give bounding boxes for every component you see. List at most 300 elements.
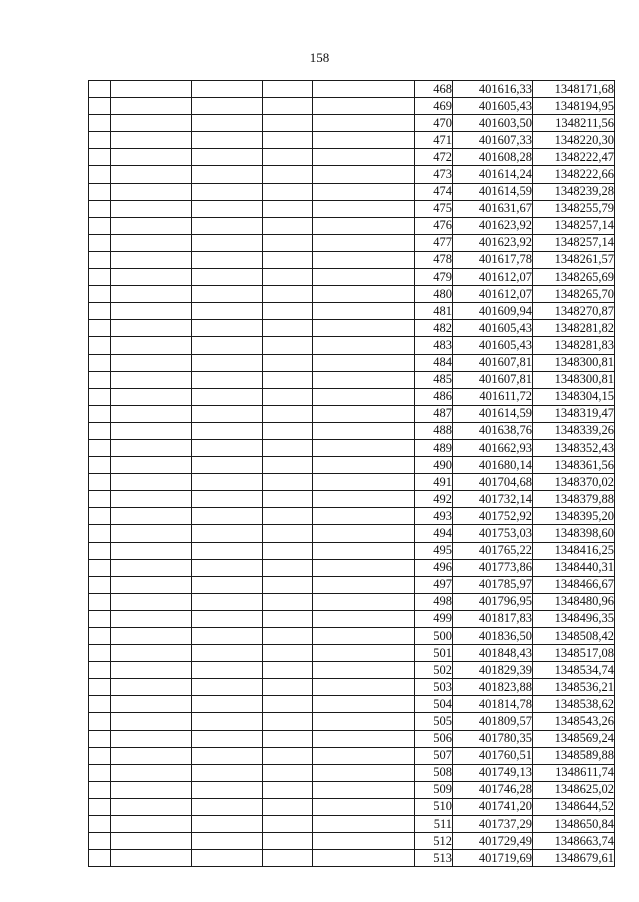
coordinate-x-cell: 401605,43 [453, 337, 533, 354]
empty-cell [89, 251, 111, 268]
empty-cell [192, 696, 263, 713]
empty-cell [111, 679, 192, 696]
empty-cell [89, 474, 111, 491]
empty-cell [89, 798, 111, 815]
empty-cell [263, 816, 313, 833]
table-row [89, 234, 615, 251]
empty-cell [111, 286, 192, 303]
point-number-cell: 494 [415, 525, 453, 542]
point-number-cell: 503 [415, 679, 453, 696]
empty-cell [89, 747, 111, 764]
empty-cell [192, 610, 263, 627]
empty-cell [313, 217, 415, 234]
empty-cell [111, 115, 192, 132]
empty-cell [192, 303, 263, 320]
empty-cell [263, 798, 313, 815]
empty-cell [89, 816, 111, 833]
empty-cell [111, 781, 192, 798]
empty-cell [313, 474, 415, 491]
coordinate-y-cell: 1348480,96 [533, 593, 615, 610]
empty-cell [192, 593, 263, 610]
coordinate-x-cell: 401729,49 [453, 833, 533, 850]
empty-cell [313, 679, 415, 696]
point-number-cell: 476 [415, 217, 453, 234]
empty-cell [111, 508, 192, 525]
empty-cell [263, 645, 313, 662]
empty-cell [111, 98, 192, 115]
point-number-cell: 505 [415, 713, 453, 730]
point-number-cell: 482 [415, 320, 453, 337]
table-row [89, 491, 615, 508]
empty-cell [192, 850, 263, 867]
point-number-cell: 473 [415, 166, 453, 183]
coordinate-x-cell: 401796,95 [453, 593, 533, 610]
empty-cell [313, 166, 415, 183]
coordinate-x-cell: 401848,43 [453, 645, 533, 662]
empty-cell [111, 371, 192, 388]
empty-cell [89, 422, 111, 439]
coordinate-y-cell: 1348261,57 [533, 251, 615, 268]
empty-cell [263, 439, 313, 456]
coordinate-x-cell: 401612,07 [453, 269, 533, 286]
empty-cell [192, 371, 263, 388]
point-number-cell: 480 [415, 286, 453, 303]
point-number-cell: 493 [415, 508, 453, 525]
empty-cell [111, 251, 192, 268]
empty-cell [192, 405, 263, 422]
empty-cell [313, 98, 415, 115]
coordinate-y-cell: 1348543,26 [533, 713, 615, 730]
empty-cell [192, 388, 263, 405]
coordinate-x-cell: 401617,78 [453, 251, 533, 268]
point-number-cell: 501 [415, 645, 453, 662]
table-row [89, 405, 615, 422]
empty-cell [89, 166, 111, 183]
coordinate-x-cell: 401623,92 [453, 234, 533, 251]
empty-cell [111, 354, 192, 371]
empty-cell [111, 200, 192, 217]
point-number-cell: 479 [415, 269, 453, 286]
empty-cell [313, 816, 415, 833]
empty-cell [263, 405, 313, 422]
coordinate-x-cell: 401746,28 [453, 781, 533, 798]
empty-cell [313, 200, 415, 217]
coordinate-y-cell: 1348257,14 [533, 234, 615, 251]
empty-cell [89, 183, 111, 200]
table-row [89, 81, 615, 98]
coordinate-y-cell: 1348220,30 [533, 132, 615, 149]
table-row [89, 320, 615, 337]
empty-cell [313, 371, 415, 388]
empty-cell [192, 542, 263, 559]
table-row [89, 371, 615, 388]
coordinate-y-cell: 1348416,25 [533, 542, 615, 559]
table-row [89, 422, 615, 439]
empty-cell [111, 183, 192, 200]
empty-cell [192, 320, 263, 337]
empty-cell [111, 320, 192, 337]
table-row [89, 303, 615, 320]
table-row [89, 679, 615, 696]
table-row [89, 696, 615, 713]
empty-cell [192, 628, 263, 645]
table-row [89, 747, 615, 764]
empty-cell [263, 303, 313, 320]
empty-cell [192, 337, 263, 354]
empty-cell [111, 149, 192, 166]
empty-cell [111, 730, 192, 747]
empty-cell [111, 662, 192, 679]
table-row [89, 269, 615, 286]
empty-cell [89, 320, 111, 337]
empty-cell [263, 286, 313, 303]
empty-cell [263, 559, 313, 576]
empty-cell [313, 491, 415, 508]
empty-cell [89, 491, 111, 508]
empty-cell [111, 439, 192, 456]
empty-cell [263, 217, 313, 234]
empty-cell [89, 439, 111, 456]
coordinate-y-cell: 1348644,52 [533, 798, 615, 815]
empty-cell [313, 525, 415, 542]
empty-cell [111, 816, 192, 833]
empty-cell [89, 217, 111, 234]
empty-cell [89, 542, 111, 559]
empty-cell [313, 115, 415, 132]
coordinate-x-cell: 401631,67 [453, 200, 533, 217]
coordinate-y-cell: 1348361,56 [533, 457, 615, 474]
empty-cell [192, 645, 263, 662]
point-number-cell: 484 [415, 354, 453, 371]
table-row [89, 816, 615, 833]
empty-cell [263, 491, 313, 508]
coordinate-x-cell: 401614,59 [453, 405, 533, 422]
empty-cell [89, 286, 111, 303]
point-number-cell: 511 [415, 816, 453, 833]
empty-cell [263, 764, 313, 781]
table-row [89, 850, 615, 867]
table-row [89, 474, 615, 491]
empty-cell [192, 354, 263, 371]
empty-cell [111, 405, 192, 422]
coordinate-y-cell: 1348265,70 [533, 286, 615, 303]
point-number-cell: 470 [415, 115, 453, 132]
coordinate-x-cell: 401785,97 [453, 576, 533, 593]
empty-cell [111, 269, 192, 286]
coordinate-x-cell: 401749,13 [453, 764, 533, 781]
empty-cell [192, 525, 263, 542]
table-row [89, 798, 615, 815]
point-number-cell: 491 [415, 474, 453, 491]
point-number-cell: 468 [415, 81, 453, 98]
empty-cell [192, 166, 263, 183]
point-number-cell: 509 [415, 781, 453, 798]
page-number: 158 [309, 50, 330, 65]
empty-cell [89, 98, 111, 115]
point-number-cell: 490 [415, 457, 453, 474]
point-number-cell: 486 [415, 388, 453, 405]
coordinate-y-cell: 1348257,14 [533, 217, 615, 234]
point-number-cell: 483 [415, 337, 453, 354]
empty-cell [89, 337, 111, 354]
empty-cell [192, 833, 263, 850]
point-number-cell: 510 [415, 798, 453, 815]
coordinate-x-cell: 401737,29 [453, 816, 533, 833]
table-row [89, 217, 615, 234]
coordinate-x-cell: 401773,86 [453, 559, 533, 576]
empty-cell [89, 269, 111, 286]
empty-cell [263, 183, 313, 200]
coordinate-x-cell: 401753,03 [453, 525, 533, 542]
empty-cell [263, 593, 313, 610]
point-number-cell: 478 [415, 251, 453, 268]
point-number-cell: 477 [415, 234, 453, 251]
empty-cell [263, 833, 313, 850]
point-number-cell: 504 [415, 696, 453, 713]
coordinate-x-cell: 401609,94 [453, 303, 533, 320]
empty-cell [263, 542, 313, 559]
point-number-cell: 492 [415, 491, 453, 508]
empty-cell [89, 388, 111, 405]
empty-cell [111, 610, 192, 627]
table-row [89, 662, 615, 679]
empty-cell [192, 200, 263, 217]
empty-cell [313, 354, 415, 371]
coordinate-x-cell: 401704,68 [453, 474, 533, 491]
coordinate-x-cell: 401817,83 [453, 610, 533, 627]
table-row [89, 200, 615, 217]
empty-cell [111, 798, 192, 815]
empty-cell [89, 405, 111, 422]
empty-cell [313, 798, 415, 815]
empty-cell [111, 217, 192, 234]
empty-cell [111, 388, 192, 405]
empty-cell [89, 610, 111, 627]
coordinate-y-cell: 1348222,66 [533, 166, 615, 183]
empty-cell [89, 81, 111, 98]
empty-cell [263, 234, 313, 251]
empty-cell [263, 320, 313, 337]
empty-cell [313, 764, 415, 781]
coordinate-y-cell: 1348194,95 [533, 98, 615, 115]
coordinate-y-cell: 1348508,42 [533, 628, 615, 645]
empty-cell [313, 559, 415, 576]
point-number-cell: 489 [415, 439, 453, 456]
empty-cell [89, 457, 111, 474]
point-number-cell: 502 [415, 662, 453, 679]
empty-cell [89, 234, 111, 251]
empty-cell [111, 132, 192, 149]
empty-cell [313, 645, 415, 662]
coordinate-y-cell: 1348300,81 [533, 371, 615, 388]
empty-cell [111, 747, 192, 764]
coordinate-x-cell: 401780,35 [453, 730, 533, 747]
empty-cell [89, 781, 111, 798]
empty-cell [313, 337, 415, 354]
empty-cell [313, 610, 415, 627]
coordinate-y-cell: 1348534,74 [533, 662, 615, 679]
coordinates-table-body [89, 81, 615, 867]
coordinate-x-cell: 401614,24 [453, 166, 533, 183]
coordinate-x-cell: 401760,51 [453, 747, 533, 764]
empty-cell [313, 149, 415, 166]
empty-cell [313, 286, 415, 303]
empty-cell [313, 183, 415, 200]
coordinate-y-cell: 1348379,88 [533, 491, 615, 508]
coordinate-y-cell: 1348300,81 [533, 354, 615, 371]
coordinate-y-cell: 1348569,24 [533, 730, 615, 747]
empty-cell [263, 457, 313, 474]
empty-cell [111, 628, 192, 645]
coordinate-x-cell: 401765,22 [453, 542, 533, 559]
point-number-cell: 500 [415, 628, 453, 645]
coordinate-x-cell: 401611,72 [453, 388, 533, 405]
empty-cell [192, 457, 263, 474]
point-number-cell: 507 [415, 747, 453, 764]
empty-cell [192, 98, 263, 115]
empty-cell [263, 200, 313, 217]
coordinate-x-cell: 401719,69 [453, 850, 533, 867]
point-number-cell: 472 [415, 149, 453, 166]
empty-cell [89, 303, 111, 320]
coordinate-x-cell: 401607,81 [453, 371, 533, 388]
coordinate-x-cell: 401741,20 [453, 798, 533, 815]
empty-cell [89, 730, 111, 747]
table-row [89, 388, 615, 405]
point-number-cell: 508 [415, 764, 453, 781]
coordinate-y-cell: 1348663,74 [533, 833, 615, 850]
empty-cell [111, 696, 192, 713]
empty-cell [192, 422, 263, 439]
empty-cell [89, 679, 111, 696]
coordinate-x-cell: 401607,33 [453, 132, 533, 149]
empty-cell [192, 679, 263, 696]
point-number-cell: 488 [415, 422, 453, 439]
point-number-cell: 495 [415, 542, 453, 559]
table-row [89, 132, 615, 149]
table-row [89, 337, 615, 354]
coordinate-y-cell: 1348171,68 [533, 81, 615, 98]
empty-cell [192, 183, 263, 200]
empty-cell [192, 559, 263, 576]
empty-cell [263, 781, 313, 798]
empty-cell [263, 610, 313, 627]
empty-cell [263, 747, 313, 764]
empty-cell [111, 303, 192, 320]
table-row [89, 833, 615, 850]
empty-cell [89, 833, 111, 850]
table-row [89, 183, 615, 200]
coordinate-x-cell: 401623,92 [453, 217, 533, 234]
empty-cell [111, 491, 192, 508]
empty-cell [313, 713, 415, 730]
coordinate-x-cell: 401836,50 [453, 628, 533, 645]
coordinate-y-cell: 1348625,02 [533, 781, 615, 798]
empty-cell [192, 286, 263, 303]
empty-cell [313, 132, 415, 149]
empty-cell [111, 542, 192, 559]
empty-cell [263, 269, 313, 286]
empty-cell [313, 234, 415, 251]
coordinate-x-cell: 401814,78 [453, 696, 533, 713]
empty-cell [192, 747, 263, 764]
empty-cell [263, 730, 313, 747]
empty-cell [313, 457, 415, 474]
coordinate-y-cell: 1348239,28 [533, 183, 615, 200]
coordinate-y-cell: 1348352,43 [533, 439, 615, 456]
empty-cell [89, 132, 111, 149]
empty-cell [313, 439, 415, 456]
empty-cell [263, 132, 313, 149]
empty-cell [192, 508, 263, 525]
coordinate-y-cell: 1348319,47 [533, 405, 615, 422]
empty-cell [89, 576, 111, 593]
empty-cell [313, 508, 415, 525]
empty-cell [263, 251, 313, 268]
table-row [89, 559, 615, 576]
point-number-cell: 498 [415, 593, 453, 610]
empty-cell [111, 593, 192, 610]
empty-cell [192, 217, 263, 234]
table-row [89, 115, 615, 132]
empty-cell [111, 559, 192, 576]
empty-cell [313, 388, 415, 405]
point-number-cell: 485 [415, 371, 453, 388]
empty-cell [111, 645, 192, 662]
table-row [89, 457, 615, 474]
empty-cell [111, 713, 192, 730]
table-row [89, 730, 615, 747]
table-row [89, 542, 615, 559]
empty-cell [111, 474, 192, 491]
empty-cell [263, 474, 313, 491]
empty-cell [192, 662, 263, 679]
coordinate-y-cell: 1348281,82 [533, 320, 615, 337]
empty-cell [89, 115, 111, 132]
empty-cell [263, 850, 313, 867]
point-number-cell: 481 [415, 303, 453, 320]
empty-cell [192, 576, 263, 593]
coordinate-y-cell: 1348398,60 [533, 525, 615, 542]
empty-cell [313, 850, 415, 867]
point-number-cell: 474 [415, 183, 453, 200]
empty-cell [313, 303, 415, 320]
empty-cell [313, 81, 415, 98]
empty-cell [192, 251, 263, 268]
coordinate-x-cell: 401603,50 [453, 115, 533, 132]
table-row [89, 781, 615, 798]
empty-cell [111, 764, 192, 781]
coordinate-x-cell: 401662,93 [453, 439, 533, 456]
coordinate-y-cell: 1348270,87 [533, 303, 615, 320]
coordinate-x-cell: 401752,92 [453, 508, 533, 525]
empty-cell [263, 422, 313, 439]
empty-cell [263, 713, 313, 730]
coordinates-table [88, 80, 615, 867]
empty-cell [192, 474, 263, 491]
empty-cell [192, 713, 263, 730]
empty-cell [192, 730, 263, 747]
empty-cell [263, 149, 313, 166]
empty-cell [313, 833, 415, 850]
coordinate-y-cell: 1348496,35 [533, 610, 615, 627]
coordinate-y-cell: 1348211,56 [533, 115, 615, 132]
empty-cell [192, 491, 263, 508]
empty-cell [111, 850, 192, 867]
coordinate-x-cell: 401732,14 [453, 491, 533, 508]
coordinate-y-cell: 1348517,08 [533, 645, 615, 662]
empty-cell [313, 251, 415, 268]
